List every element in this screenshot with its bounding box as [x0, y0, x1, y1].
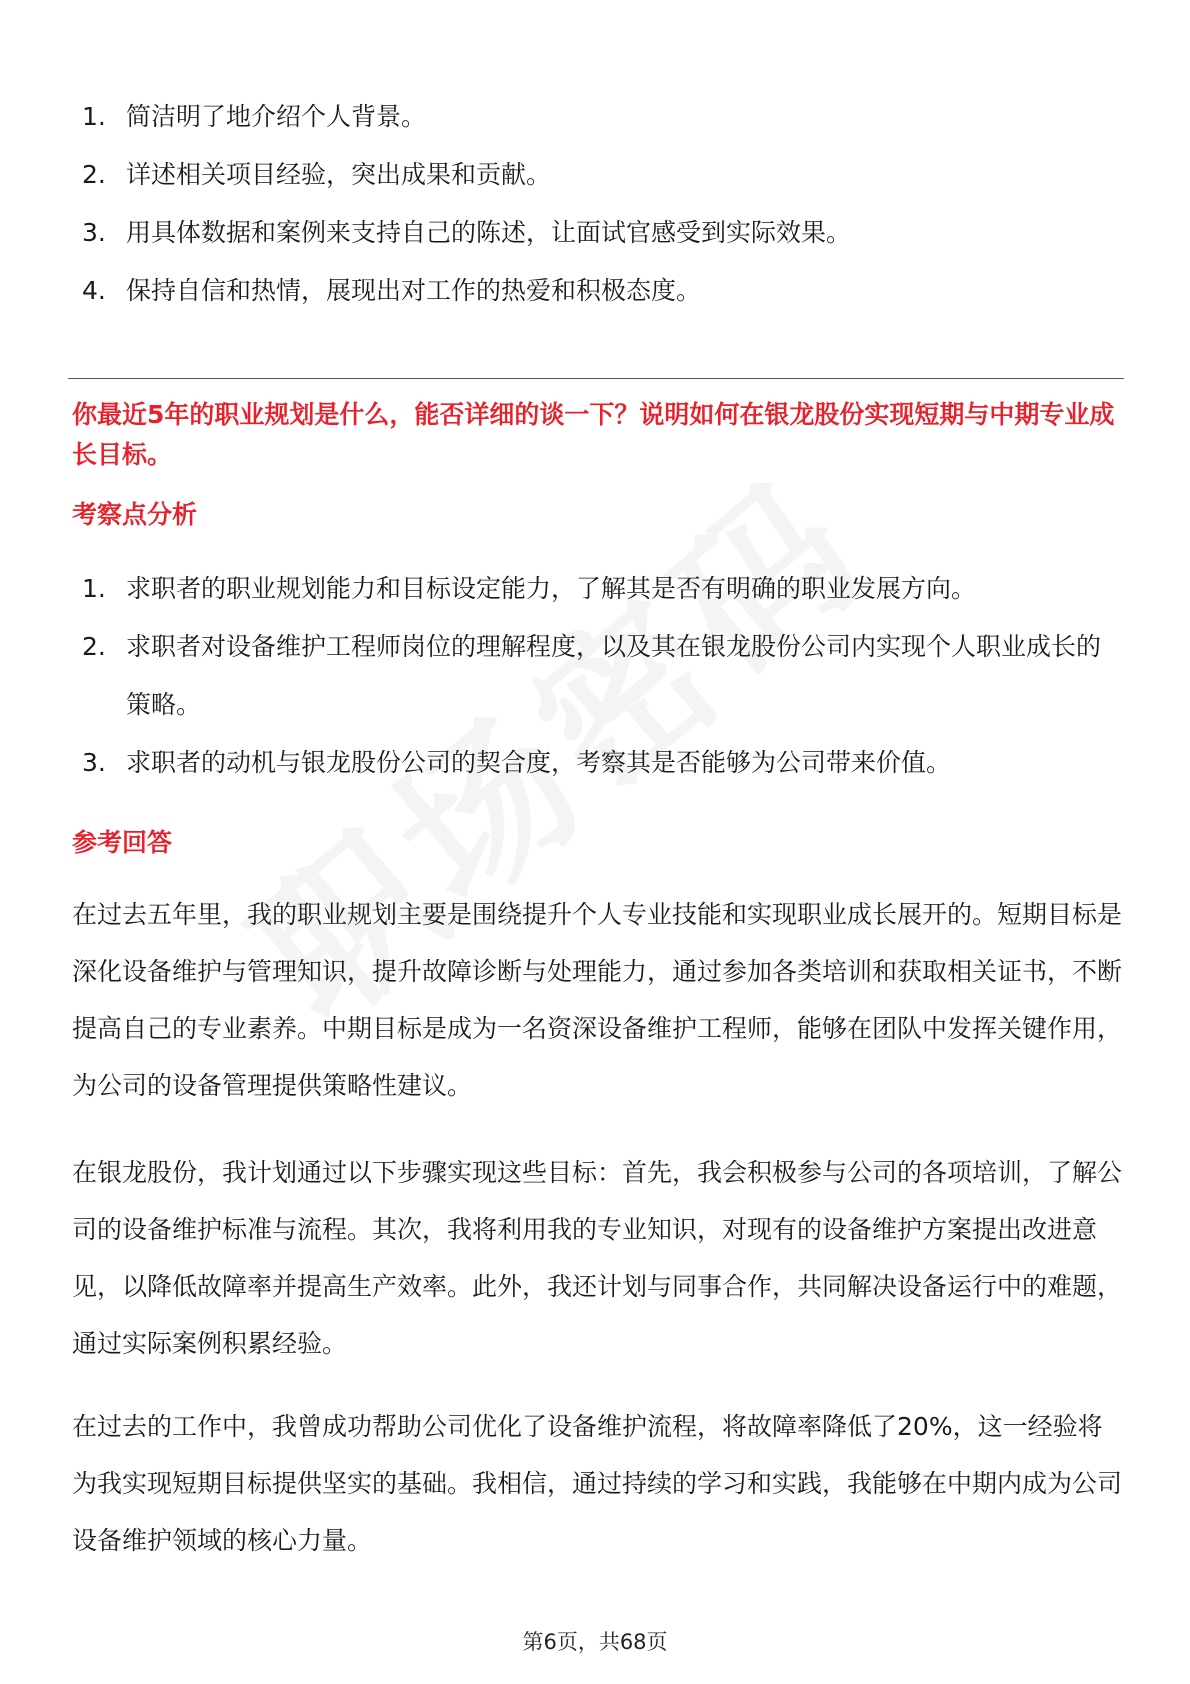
analysis-list [82, 560, 1122, 792]
list-item [82, 262, 1122, 320]
answer-paragraph: 在过去的工作中，我曾成功帮助公司优化了设备维护流程，将故障率降低了20%，这一经验将为我实现短期目标提供坚实的基础。我相信，通过持续的学习和实践，我能够在中期内成为公司设备维护领域的核心力量。 [72, 1412, 1123, 1555]
list-number: 1. [82, 574, 106, 603]
list-number: 4. [82, 276, 106, 305]
list-item [82, 88, 1122, 146]
list-text: 详述相关项目经验，突出成果和贡献。 [126, 160, 552, 189]
question-title: 你最近5年的职业规划是什么，能否详细的谈一下？说明如何在银龙股份实现短期与中期专业成长目标。 [72, 400, 1115, 469]
list-item [82, 560, 1122, 618]
list-text: 保持自信和热情，展现出对工作的热爱和积极态度。 [126, 276, 702, 305]
tips-list [82, 88, 1122, 320]
section-divider [68, 378, 1124, 379]
list-number: 1. [82, 102, 106, 131]
list-item [82, 146, 1122, 204]
list-item [82, 204, 1122, 262]
answer-paragraph: 在银龙股份，我计划通过以下步骤实现这些目标：首先，我会积极参与公司的各项培训，了解公司的设备维护标准与流程。其次，我将利用我的专业知识，对现有的设备维护方案提出改进意见，以降低故障率并提高生产效率。此外，我还计划与同事合作，共同解决设备运行中的难题，通过实际案例积累经验。 [72, 1158, 1123, 1358]
list-item [82, 734, 1122, 792]
list-item [82, 618, 1122, 734]
list-number: 2. [82, 632, 106, 661]
list-text: 求职者的动机与银龙股份公司的契合度，考察其是否能够为公司带来价值。 [126, 748, 952, 777]
list-text: 求职者的职业规划能力和目标设定能力，了解其是否有明确的职业发展方向。 [126, 574, 977, 603]
answer-paragraph: 在过去五年里，我的职业规划主要是围绕提升个人专业技能和实现职业成长展开的。短期目标是深化设备维护与管理知识，提升故障诊断与处理能力，通过参加各类培训和获取相关证书，不断提高自己的专业素养。中期目标是成为一名资深设备维护工程师，能够在团队中发挥关键作用，为公司的设备管理提供策略性建议。 [72, 900, 1123, 1100]
analysis-heading: 考察点分析 [72, 500, 198, 529]
list-number: 3. [82, 218, 106, 247]
answer-heading: 参考回答 [72, 828, 173, 857]
list-text: 简洁明了地介绍个人背景。 [126, 102, 427, 131]
page-footer: 第6页，共68页 [522, 1630, 668, 1654]
list-text: 用具体数据和案例来支持自己的陈述，让面试官感受到实际效果。 [126, 218, 852, 247]
list-number: 3. [82, 748, 106, 777]
list-text: 求职者对设备维护工程师岗位的理解程度，以及其在银龙股份公司内实现个人职业成长的策略。 [126, 632, 1102, 719]
list-number: 2. [82, 160, 106, 189]
